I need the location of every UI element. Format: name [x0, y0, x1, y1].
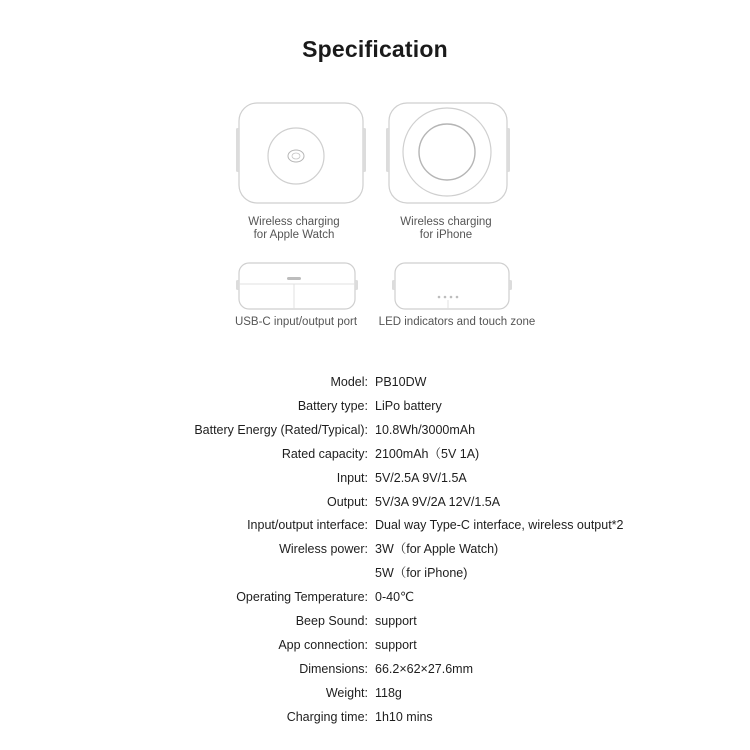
- spec-label: Battery Energy (Rated/Typical):: [194, 422, 368, 437]
- spec-label: Rated capacity:: [281, 446, 368, 461]
- spec-row: [0, 444, 750, 464]
- spec-label: Input:: [336, 470, 368, 485]
- spec-row: [0, 468, 750, 488]
- spec-value: PB10DW: [375, 375, 427, 389]
- spec-label: Model:: [330, 375, 368, 389]
- spec-value: 2100mAh（5V 1A): [375, 446, 480, 461]
- spec-value: 5V/2.5A 9V/1.5A: [375, 470, 467, 485]
- spec-value: 118g: [375, 685, 402, 700]
- iphone-charger-caption: Wireless charging for iPhone: [400, 216, 492, 241]
- spec-label: App connection:: [278, 637, 368, 652]
- spec-label: Dimensions:: [299, 661, 368, 676]
- spec-row: [0, 420, 750, 440]
- spec-value: 5V/3A 9V/2A 12V/1.5A: [375, 494, 501, 509]
- spec-label: Operating Temperature:: [236, 590, 368, 605]
- spec-value: 1h10 mins: [375, 709, 433, 724]
- spec-value: 66.2×62×27.6mm: [375, 661, 473, 676]
- spec-row: [0, 707, 750, 727]
- spec-value: 10.8Wh/3000mAh: [375, 422, 476, 437]
- spec-row: [0, 563, 750, 583]
- spec-value: 5W（for iPhone): [375, 566, 468, 581]
- page-title: Specification: [302, 36, 448, 62]
- iphone-charger-icon: [386, 100, 510, 206]
- watch-charger-icon: [236, 100, 366, 206]
- watch-charger-caption: Wireless charging for Apple Watch: [248, 216, 340, 241]
- spec-value: support: [375, 637, 417, 652]
- spec-label: Wireless power:: [279, 542, 368, 557]
- spec-label: Battery type:: [297, 398, 368, 413]
- usb-c-side-icon: [236, 260, 358, 312]
- usb-c-caption: USB-C input/output port: [234, 316, 358, 328]
- led-caption: LED indicators and touch zone: [378, 316, 536, 328]
- led-side-icon: [392, 260, 512, 312]
- spec-value: 3W（for Apple Watch): [375, 542, 499, 557]
- spec-value: support: [375, 614, 417, 628]
- spec-row: [0, 635, 750, 655]
- spec-label: Output:: [327, 494, 368, 509]
- spec-row: [0, 492, 750, 512]
- spec-label: Beep Sound:: [295, 614, 368, 628]
- spec-row: [0, 659, 750, 679]
- spec-value: Dual way Type-C interface, wireless output*2: [375, 518, 624, 533]
- spec-label: Input/output interface:: [247, 518, 368, 533]
- spec-label: Charging time:: [286, 709, 368, 724]
- spec-row: [0, 587, 750, 607]
- spec-value: 0-40℃: [375, 590, 415, 605]
- spec-row: [0, 372, 750, 392]
- spec-row: [0, 611, 750, 631]
- spec-row: [0, 539, 750, 559]
- spec-row: [0, 683, 750, 703]
- spec-row: [0, 396, 750, 416]
- spec-value: LiPo battery: [375, 398, 442, 413]
- spec-row: [0, 515, 750, 535]
- spec-label: Weight:: [325, 685, 368, 700]
